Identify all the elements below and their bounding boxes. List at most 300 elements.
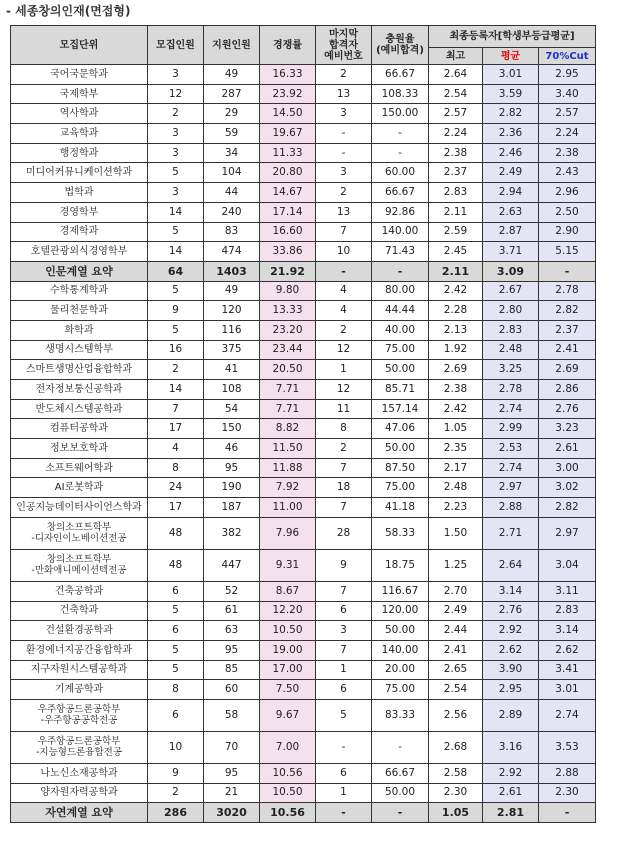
cell-best: 2.64 (429, 65, 483, 85)
cell-waitlist: 1 (316, 783, 372, 803)
cell-quota: 3 (148, 143, 204, 163)
cell-70cut: 2.97 (539, 517, 596, 549)
header-final-registrants: 최종등록자[학생부등급평균] (429, 26, 596, 48)
table-row (11, 458, 596, 478)
table-body (11, 65, 596, 823)
cell-rate: 11.33 (260, 143, 316, 163)
cell-rate: 10.56 (260, 803, 316, 823)
cell-rate: 13.33 (260, 301, 316, 321)
table-row (11, 104, 596, 124)
cell-average: 3.71 (483, 242, 539, 262)
cell-70cut: 2.76 (539, 399, 596, 419)
cell-unit: 창의소프트학부 -만화애니메이션텍전공 (11, 549, 148, 581)
cell-unit: 법학과 (11, 183, 148, 203)
table-row (11, 301, 596, 321)
cell-average: 3.09 (483, 261, 539, 281)
cell-70cut: 2.41 (539, 340, 596, 360)
cell-quota: 4 (148, 439, 204, 459)
cell-quota: 48 (148, 549, 204, 581)
cell-average: 2.71 (483, 517, 539, 549)
cell-best: 2.37 (429, 163, 483, 183)
cell-70cut: 2.83 (539, 601, 596, 621)
cell-best: 2.23 (429, 498, 483, 518)
cell-unit: 수학통계학과 (11, 281, 148, 301)
cell-70cut: 2.24 (539, 124, 596, 144)
table-row (11, 699, 596, 731)
cell-average: 2.88 (483, 498, 539, 518)
cell-quota: 5 (148, 163, 204, 183)
cell-best: 2.57 (429, 104, 483, 124)
cell-best: 2.45 (429, 242, 483, 262)
header-competition-rate: 경쟁률 (260, 26, 316, 65)
cell-fill-rate: 85.71 (372, 380, 429, 400)
cell-applicants: 58 (204, 699, 260, 731)
cell-average: 3.16 (483, 731, 539, 763)
cell-waitlist: 28 (316, 517, 372, 549)
cell-best: 2.54 (429, 680, 483, 700)
cell-unit: 인문계열 요약 (11, 261, 148, 281)
cell-fill-rate: 120.00 (372, 601, 429, 621)
table-row (11, 581, 596, 601)
cell-applicants: 60 (204, 680, 260, 700)
cell-average: 3.25 (483, 360, 539, 380)
cell-applicants: 44 (204, 183, 260, 203)
cell-fill-rate: - (372, 143, 429, 163)
cell-fill-rate: 150.00 (372, 104, 429, 124)
cell-average: 2.97 (483, 478, 539, 498)
cell-applicants: 1403 (204, 261, 260, 281)
cell-applicants: 187 (204, 498, 260, 518)
cell-quota: 5 (148, 281, 204, 301)
cell-fill-rate: 50.00 (372, 783, 429, 803)
cell-applicants: 447 (204, 549, 260, 581)
cell-best: 2.11 (429, 261, 483, 281)
cell-applicants: 70 (204, 731, 260, 763)
cell-waitlist: 3 (316, 163, 372, 183)
cell-applicants: 375 (204, 340, 260, 360)
cell-applicants: 108 (204, 380, 260, 400)
cell-waitlist: 7 (316, 458, 372, 478)
cell-unit: 미디어커뮤니케이션학과 (11, 163, 148, 183)
cell-rate: 7.71 (260, 399, 316, 419)
cell-applicants: 120 (204, 301, 260, 321)
cell-applicants: 49 (204, 281, 260, 301)
cell-average: 3.90 (483, 660, 539, 680)
cell-waitlist: 11 (316, 399, 372, 419)
cell-unit: 환경에너지공간융합학과 (11, 640, 148, 660)
cell-70cut: 2.50 (539, 202, 596, 222)
cell-applicants: 190 (204, 478, 260, 498)
cell-quota: 6 (148, 581, 204, 601)
cell-rate: 11.00 (260, 498, 316, 518)
cell-applicants: 85 (204, 660, 260, 680)
cell-quota: 17 (148, 498, 204, 518)
cell-applicants: 52 (204, 581, 260, 601)
cell-rate: 20.50 (260, 360, 316, 380)
cell-applicants: 104 (204, 163, 260, 183)
cell-fill-rate: 157.14 (372, 399, 429, 419)
table-row (11, 320, 596, 340)
cell-fill-rate: 80.00 (372, 281, 429, 301)
cell-best: 2.38 (429, 380, 483, 400)
cell-average: 2.81 (483, 803, 539, 823)
cell-average: 3.59 (483, 84, 539, 104)
cell-70cut: - (539, 261, 596, 281)
cell-average: 2.82 (483, 104, 539, 124)
cell-best: 2.38 (429, 143, 483, 163)
cell-rate: 16.33 (260, 65, 316, 85)
cell-quota: 3 (148, 183, 204, 203)
cell-quota: 14 (148, 380, 204, 400)
cell-average: 3.01 (483, 65, 539, 85)
cell-fill-rate: - (372, 124, 429, 144)
cell-waitlist: - (316, 124, 372, 144)
cell-70cut: 2.37 (539, 320, 596, 340)
cell-unit: 기계공학과 (11, 680, 148, 700)
cell-quota: 3 (148, 65, 204, 85)
cell-rate: 17.14 (260, 202, 316, 222)
cell-average: 2.49 (483, 163, 539, 183)
cell-best: 2.28 (429, 301, 483, 321)
cell-rate: 9.67 (260, 699, 316, 731)
cell-rate: 21.92 (260, 261, 316, 281)
cell-unit: 건설환경공학과 (11, 621, 148, 641)
cell-rate: 11.88 (260, 458, 316, 478)
cell-quota: 24 (148, 478, 204, 498)
cell-waitlist: 18 (316, 478, 372, 498)
header-quota: 모집인원 (148, 26, 204, 65)
cell-best: 2.44 (429, 621, 483, 641)
cell-average: 2.87 (483, 222, 539, 242)
cell-70cut: 2.74 (539, 699, 596, 731)
cell-70cut: 2.57 (539, 104, 596, 124)
cell-rate: 14.67 (260, 183, 316, 203)
cell-70cut: 3.41 (539, 660, 596, 680)
cell-waitlist: 10 (316, 242, 372, 262)
table-row (11, 731, 596, 763)
cell-unit: 화학과 (11, 320, 148, 340)
cell-70cut: 2.38 (539, 143, 596, 163)
cell-quota: 6 (148, 699, 204, 731)
cell-unit: 호텔관광외식경영학부 (11, 242, 148, 262)
cell-best: 2.58 (429, 763, 483, 783)
cell-70cut: 3.04 (539, 549, 596, 581)
table-row (11, 163, 596, 183)
cell-fill-rate: - (372, 731, 429, 763)
cell-quota: 14 (148, 242, 204, 262)
cell-applicants: 54 (204, 399, 260, 419)
table-row (11, 222, 596, 242)
cell-70cut: 3.14 (539, 621, 596, 641)
cell-average: 2.92 (483, 621, 539, 641)
cell-fill-rate: 58.33 (372, 517, 429, 549)
cell-rate: 8.67 (260, 581, 316, 601)
header-fill-rate: 충원율 (예비합격) (372, 26, 429, 65)
cell-fill-rate: 75.00 (372, 340, 429, 360)
cell-applicants: 95 (204, 640, 260, 660)
cell-rate: 8.82 (260, 419, 316, 439)
cell-average: 2.89 (483, 699, 539, 731)
cell-70cut: 2.69 (539, 360, 596, 380)
table-row (11, 439, 596, 459)
cell-70cut: 3.02 (539, 478, 596, 498)
cell-applicants: 95 (204, 458, 260, 478)
table-row (11, 680, 596, 700)
cell-quota: 5 (148, 320, 204, 340)
cell-unit: 국어국문학과 (11, 65, 148, 85)
cell-fill-rate: 44.44 (372, 301, 429, 321)
table-row (11, 399, 596, 419)
cell-70cut: 2.90 (539, 222, 596, 242)
cell-70cut: 3.01 (539, 680, 596, 700)
cell-unit: 우주항공드론공학부 -우주항공공학전공 (11, 699, 148, 731)
table-row (11, 65, 596, 85)
table-row (11, 202, 596, 222)
cell-best: 2.54 (429, 84, 483, 104)
cell-rate: 9.31 (260, 549, 316, 581)
cell-quota: 8 (148, 458, 204, 478)
cell-applicants: 34 (204, 143, 260, 163)
cell-quota: 17 (148, 419, 204, 439)
cell-quota: 14 (148, 202, 204, 222)
table-row (11, 660, 596, 680)
cell-best: 2.68 (429, 731, 483, 763)
cell-quota: 3 (148, 124, 204, 144)
cell-unit: 인공지능데이터사이언스학과 (11, 498, 148, 518)
cell-unit: 생명시스템학부 (11, 340, 148, 360)
cell-best: 2.35 (429, 439, 483, 459)
cell-average: 2.83 (483, 320, 539, 340)
table-row (11, 601, 596, 621)
cell-70cut: 2.88 (539, 763, 596, 783)
cell-waitlist: 4 (316, 301, 372, 321)
cell-rate: 23.92 (260, 84, 316, 104)
cell-fill-rate: 66.67 (372, 65, 429, 85)
cell-fill-rate: - (372, 803, 429, 823)
cell-fill-rate: 75.00 (372, 680, 429, 700)
cell-average: 2.74 (483, 399, 539, 419)
cell-quota: 8 (148, 680, 204, 700)
cell-best: 2.30 (429, 783, 483, 803)
cell-unit: 경제학과 (11, 222, 148, 242)
cell-fill-rate: 140.00 (372, 222, 429, 242)
cell-unit: 소프트웨어학과 (11, 458, 148, 478)
cell-waitlist: 6 (316, 601, 372, 621)
cell-waitlist: 1 (316, 360, 372, 380)
cell-average: 2.94 (483, 183, 539, 203)
cell-applicants: 59 (204, 124, 260, 144)
cell-unit: 양자원자력공학과 (11, 783, 148, 803)
cell-applicants: 41 (204, 360, 260, 380)
cell-average: 2.61 (483, 783, 539, 803)
cell-fill-rate: 108.33 (372, 84, 429, 104)
cell-unit: 국제학부 (11, 84, 148, 104)
cell-waitlist: 2 (316, 439, 372, 459)
header-unit: 모집단위 (11, 26, 148, 65)
cell-fill-rate: 20.00 (372, 660, 429, 680)
table-row (11, 549, 596, 581)
cell-unit: 우주항공드론공학부 -지능형드론융합전공 (11, 731, 148, 763)
cell-unit: 건축공학과 (11, 581, 148, 601)
cell-fill-rate: 66.67 (372, 763, 429, 783)
cell-rate: 7.92 (260, 478, 316, 498)
cell-rate: 10.50 (260, 621, 316, 641)
cell-fill-rate: 66.67 (372, 183, 429, 203)
cell-applicants: 3020 (204, 803, 260, 823)
cell-applicants: 382 (204, 517, 260, 549)
cell-best: 2.70 (429, 581, 483, 601)
cell-fill-rate: 41.18 (372, 498, 429, 518)
cell-quota: 48 (148, 517, 204, 549)
cell-average: 2.63 (483, 202, 539, 222)
header-70cut: 70%Cut (539, 48, 596, 65)
cell-waitlist: 2 (316, 320, 372, 340)
cell-waitlist: 8 (316, 419, 372, 439)
table-row (11, 763, 596, 783)
cell-applicants: 95 (204, 763, 260, 783)
cell-average: 2.36 (483, 124, 539, 144)
cell-70cut: 2.43 (539, 163, 596, 183)
cell-70cut: 2.61 (539, 439, 596, 459)
cell-average: 2.92 (483, 763, 539, 783)
cell-waitlist: 4 (316, 281, 372, 301)
cell-best: 2.13 (429, 320, 483, 340)
cell-quota: 5 (148, 640, 204, 660)
cell-70cut: 2.62 (539, 640, 596, 660)
cell-applicants: 150 (204, 419, 260, 439)
cell-unit: 전자정보통신공학과 (11, 380, 148, 400)
table-row (11, 783, 596, 803)
cell-unit: 경영학부 (11, 202, 148, 222)
cell-quota: 64 (148, 261, 204, 281)
cell-fill-rate: 50.00 (372, 360, 429, 380)
cell-unit: 창의소프트학부 -디자인이노베이션전공 (11, 517, 148, 549)
cell-waitlist: 2 (316, 65, 372, 85)
table-row (11, 419, 596, 439)
cell-quota: 10 (148, 731, 204, 763)
cell-best: 2.41 (429, 640, 483, 660)
header-last-waitlist: 마지막 합격자 예비번호 (316, 26, 372, 65)
cell-rate: 16.60 (260, 222, 316, 242)
cell-quota: 2 (148, 360, 204, 380)
cell-70cut: 2.96 (539, 183, 596, 203)
table-row (11, 380, 596, 400)
cell-fill-rate: 50.00 (372, 439, 429, 459)
cell-waitlist: - (316, 143, 372, 163)
cell-rate: 17.00 (260, 660, 316, 680)
cell-unit: 자연계열 요약 (11, 803, 148, 823)
cell-unit: AI로봇학과 (11, 478, 148, 498)
cell-waitlist: 2 (316, 183, 372, 203)
cell-best: 2.59 (429, 222, 483, 242)
cell-quota: 6 (148, 621, 204, 641)
cell-unit: 정보보호학과 (11, 439, 148, 459)
table-row (11, 340, 596, 360)
cell-quota: 12 (148, 84, 204, 104)
cell-average: 2.46 (483, 143, 539, 163)
cell-applicants: 240 (204, 202, 260, 222)
cell-quota: 16 (148, 340, 204, 360)
cell-quota: 9 (148, 763, 204, 783)
table-row (11, 124, 596, 144)
cell-best: 2.69 (429, 360, 483, 380)
cell-quota: 286 (148, 803, 204, 823)
cell-70cut: 3.40 (539, 84, 596, 104)
cell-average: 2.95 (483, 680, 539, 700)
cell-70cut: 2.86 (539, 380, 596, 400)
cell-waitlist: 7 (316, 581, 372, 601)
cell-average: 3.14 (483, 581, 539, 601)
cell-unit: 물리천문학과 (11, 301, 148, 321)
cell-best: 2.83 (429, 183, 483, 203)
cell-average: 2.74 (483, 458, 539, 478)
cell-fill-rate: 71.43 (372, 242, 429, 262)
header-average: 평균 (483, 48, 539, 65)
cell-quota: 2 (148, 104, 204, 124)
cell-quota: 2 (148, 783, 204, 803)
cell-70cut: 2.95 (539, 65, 596, 85)
cell-best: 2.42 (429, 399, 483, 419)
cell-fill-rate: - (372, 261, 429, 281)
cell-best: 1.05 (429, 419, 483, 439)
cell-applicants: 116 (204, 320, 260, 340)
cell-waitlist: 1 (316, 660, 372, 680)
cell-waitlist: 6 (316, 763, 372, 783)
cell-70cut: 2.30 (539, 783, 596, 803)
table-row (11, 478, 596, 498)
cell-70cut: 3.11 (539, 581, 596, 601)
cell-unit: 나노신소재공학과 (11, 763, 148, 783)
cell-applicants: 21 (204, 783, 260, 803)
cell-best: 2.11 (429, 202, 483, 222)
cell-fill-rate: 47.06 (372, 419, 429, 439)
cell-quota: 5 (148, 222, 204, 242)
cell-applicants: 46 (204, 439, 260, 459)
cell-waitlist: 12 (316, 380, 372, 400)
cell-unit: 지구자원시스템공학과 (11, 660, 148, 680)
cell-fill-rate: 50.00 (372, 621, 429, 641)
cell-70cut: 2.82 (539, 301, 596, 321)
cell-quota: 5 (148, 601, 204, 621)
cell-average: 2.64 (483, 549, 539, 581)
cell-average: 2.80 (483, 301, 539, 321)
cell-best: 2.65 (429, 660, 483, 680)
cell-applicants: 474 (204, 242, 260, 262)
table-row (11, 183, 596, 203)
cell-unit: 반도체시스템공학과 (11, 399, 148, 419)
cell-70cut: 2.78 (539, 281, 596, 301)
cell-waitlist: 3 (316, 104, 372, 124)
cell-quota: 7 (148, 399, 204, 419)
cell-70cut: 5.15 (539, 242, 596, 262)
cell-unit: 건축학과 (11, 601, 148, 621)
cell-best: 2.48 (429, 478, 483, 498)
summary-row (11, 261, 596, 281)
cell-applicants: 83 (204, 222, 260, 242)
summary-row (11, 803, 596, 823)
table-row (11, 517, 596, 549)
cell-waitlist: 12 (316, 340, 372, 360)
cell-applicants: 287 (204, 84, 260, 104)
cell-waitlist: 7 (316, 498, 372, 518)
cell-best: 1.05 (429, 803, 483, 823)
table-row (11, 242, 596, 262)
cell-average: 2.67 (483, 281, 539, 301)
cell-best: 1.92 (429, 340, 483, 360)
cell-rate: 14.50 (260, 104, 316, 124)
table-row (11, 84, 596, 104)
cell-fill-rate: 92.86 (372, 202, 429, 222)
